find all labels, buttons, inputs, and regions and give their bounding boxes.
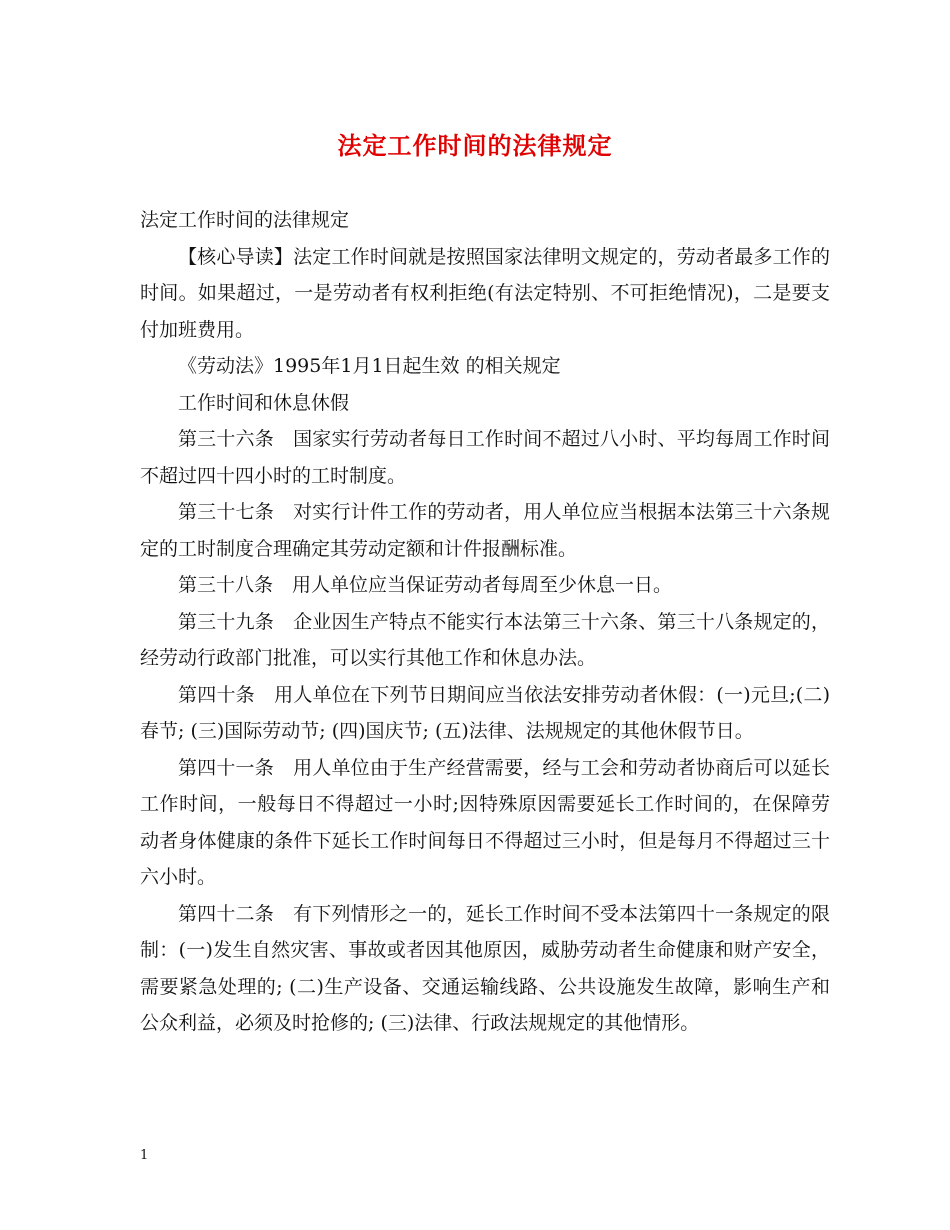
body-paragraph: 第四十二条 有下列情形之一的，延长工作时间不受本法第四十一条规定的限制：(一)发生自然灾害、事故或者因其他原因，威胁劳动者生命健康和财产安全，需要紧急处理的; (二)生产设备、交通运输线路、公共设施发生故障，影响生产和公众利益，必须及时抢修的; (三)法律、行政法规规定的其他情形。 (140, 902, 830, 1034)
body-paragraph: 第三十七条 对实行计件工作的劳动者，用人单位应当根据本法第三十六条规定的工时制度合理确定其劳动定额和计件报酬标准。 (140, 501, 830, 560)
page-number: 1 (140, 1148, 149, 1163)
document-body (140, 202, 830, 1042)
body-paragraph: 第三十六条 国家实行劳动者每日工作时间不超过八小时、平均每周工作时间不超过四十四小时的工时制度。 (140, 428, 830, 487)
body-paragraph: 第四十条 用人单位在下列节日期间应当依法安排劳动者休假：(一)元旦;(二)春节; (三)国际劳动节; (四)国庆节; (五)法律、法规规定的其他休假节日。 (140, 683, 830, 742)
body-paragraph: 法定工作时间的法律规定 (140, 209, 350, 231)
body-paragraph: 【核心导读】法定工作时间就是按照国家法律明文规定的，劳动者最多工作的时间。如果超过，一是劳动者有权利拒绝(有法定特别、不可拒绝情况)，二是要支付加班费用。 (140, 245, 830, 341)
body-paragraph: 《劳动法》1995年1月1日起生效 的相关规定 (178, 355, 561, 377)
body-paragraph: 第四十一条 用人单位由于生产经营需要，经与工会和劳动者协商后可以延长工作时间，一般每日不得超过一小时;因特殊原因需要延长工作时间的，在保障劳动者身体健康的条件下延长工作时间每日不得超过三小时，但是每月不得超过三十六小时。 (140, 756, 830, 888)
body-paragraph: 第三十九条 企业因生产特点不能实行本法第三十六条、第三十八条规定的，经劳动行政部门批准，可以实行其他工作和休息办法。 (140, 610, 830, 669)
body-paragraph: 第三十八条 用人单位应当保证劳动者每周至少休息一日。 (178, 574, 673, 596)
document-title: 法定工作时间的法律规定 (337, 131, 613, 160)
body-paragraph: 工作时间和休息休假 (178, 391, 350, 414)
